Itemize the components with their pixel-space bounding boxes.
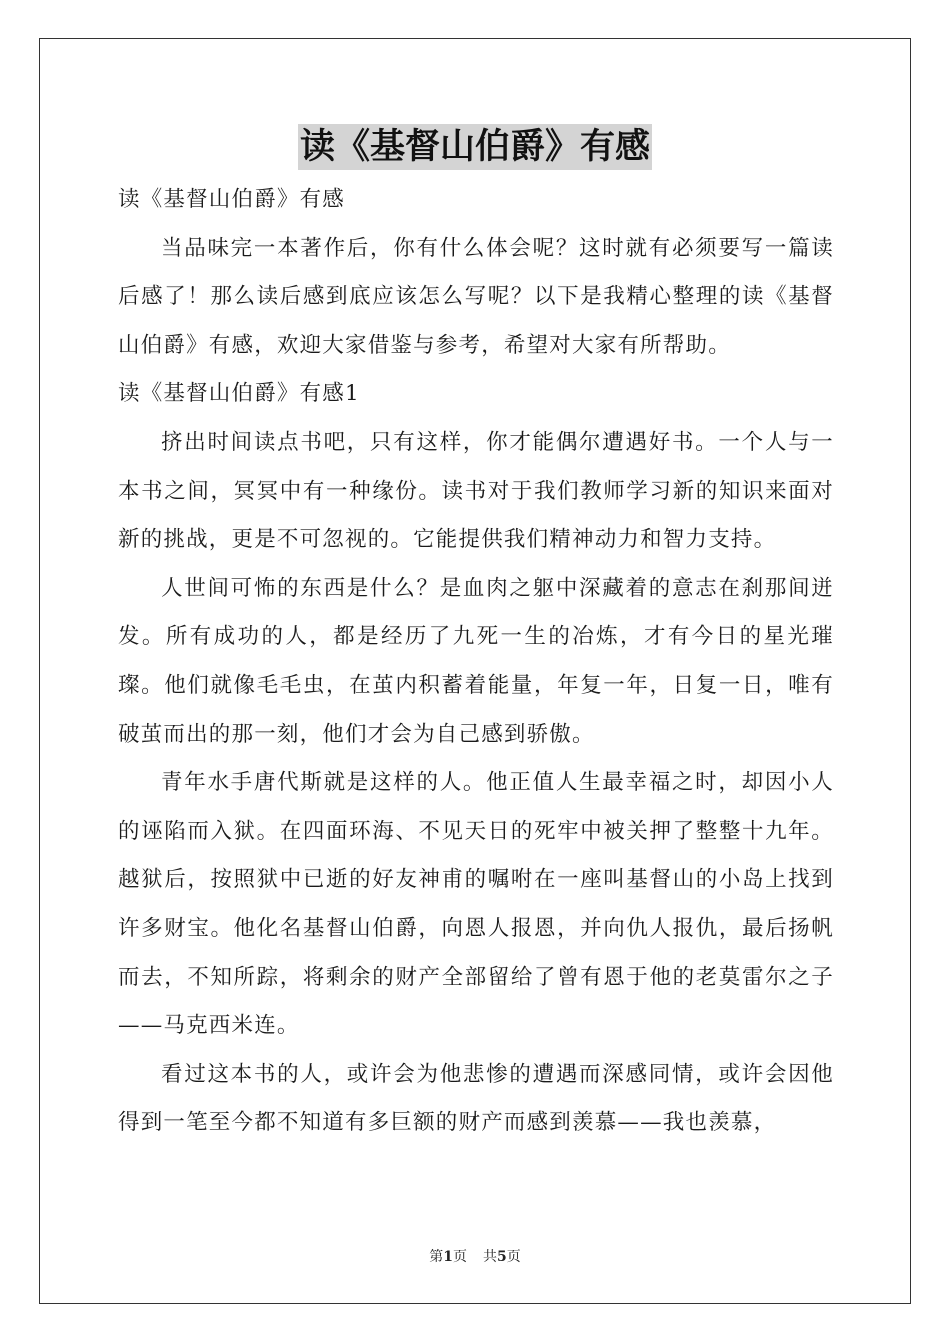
page-footer [0,1246,950,1266]
title-container [0,124,950,170]
page-suffix: 页 [453,1249,467,1265]
current-page-number: 1 [443,1249,453,1265]
document-title: 读《基督山伯爵》有感 [298,124,652,170]
paragraph: 看过这本书的人，或许会为他悲惨的遭遇而深感同情，或许会因他得到一笔至今都不知道有多巨额的财产而感到羡慕——我也羡慕， [118,1061,834,1136]
total-prefix: 共 [483,1249,497,1265]
paragraph: 挤出时间读点书吧，只有这样，你才能偶尔遭遇好书。一个人与一本书之间，冥冥中有一种缘份。读书对于我们教师学习新的知识来面对新的挑战，更是不可忽视的。它能提供我们精神动力和智力支持。 [118,429,834,553]
document-body [118,176,834,1148]
section-heading: 读《基督山伯爵》有感1 [118,381,360,407]
page-prefix: 第 [429,1249,444,1265]
total-page-count: 5 [497,1249,507,1265]
paragraph: 青年水手唐代斯就是这样的人。他正值人生最幸福之时，却因小人的诬陷而入狱。在四面环海、不见天日的死牢中被关押了整整十九年。越狱后，按照狱中已逝的好友神甫的嘱咐在一座叫基督山的小岛上找到许多财宝。他化名基督山伯爵，向恩人报恩，并向仇人报仇，最后扬帆而去，不知所踪，将剩余的财产全部留给了曾有恩于他的老莫雷尔之子——马克西米连。 [118,770,834,1039]
document-subtitle: 读《基督山伯爵》有感 [118,187,346,212]
total-suffix: 页 [506,1249,521,1265]
paragraph: 人世间可怖的东西是什么？是血肉之躯中深藏着的意志在刹那间迸发。所有成功的人，都是经历了九死一生的冶炼，才有今日的星光璀璨。他们就像毛毛虫，在茧内积蓄着能量，年复一年，日复一日，唯有破茧而出的那一刻，他们才会为自己感到骄傲。 [118,575,834,747]
paragraph-intro: 当品味完一本著作后，你有什么体会呢？这时就有必须要写一篇读后感了！那么读后感到底应该怎么写呢？以下是我精心整理的读《基督山伯爵》有感，欢迎大家借鉴与参考，希望对大家有所帮助。 [118,235,834,358]
